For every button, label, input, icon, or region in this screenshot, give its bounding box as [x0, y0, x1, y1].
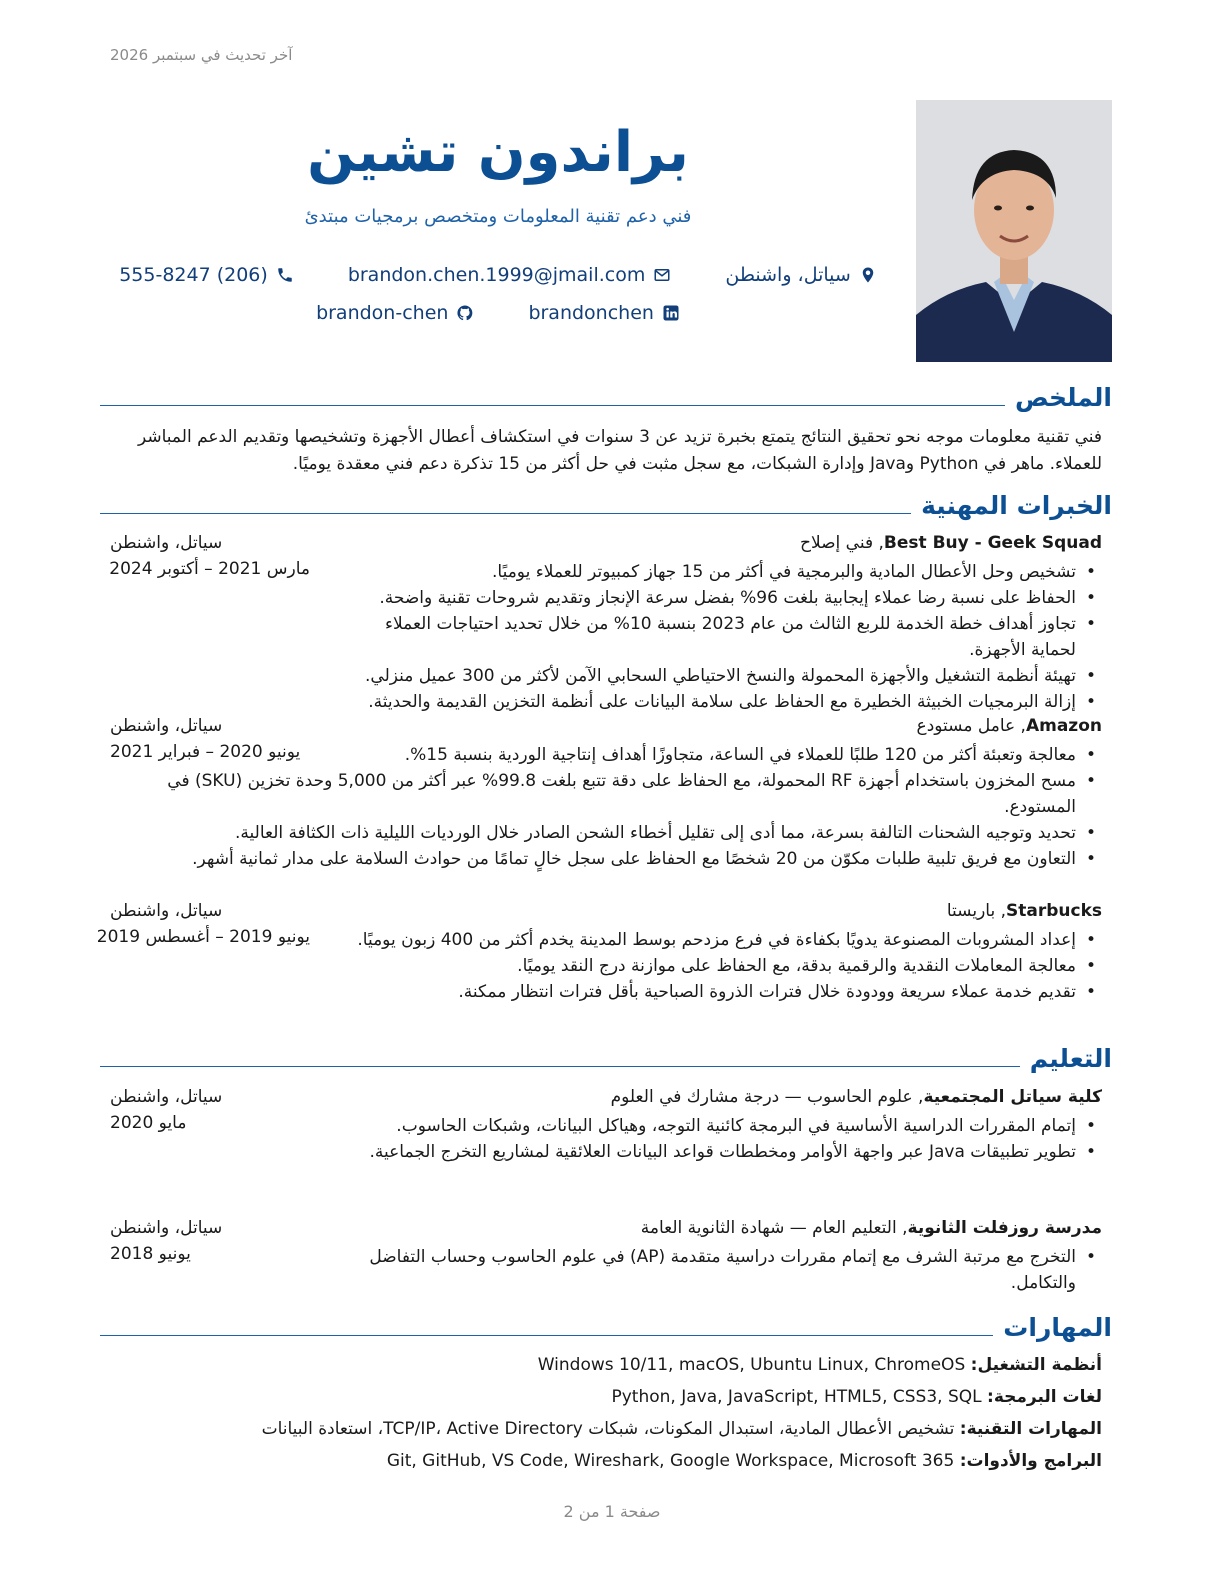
skill-label: أنظمة التشغيل: — [970, 1355, 1102, 1375]
profile-photo — [916, 100, 1112, 362]
candidate-title: فني دعم تقنية المعلومات ومتخصص برمجيات مبتدئ — [304, 206, 692, 227]
experience-entry — [96, 901, 1102, 1005]
section-title: المهارات — [1003, 1313, 1112, 1342]
list-item: • التخرج مع مرتبة الشرف مع إتمام مقررات دراسية متقدمة (AP) في علوم الحاسوب وحساب التفاضل والتكامل. — [350, 1244, 1102, 1296]
section-title: الملخص — [1014, 383, 1112, 412]
skill-label: لغات البرمجة: — [987, 1387, 1102, 1407]
list-item: • إعداد المشروبات المصنوعة يدويًا بكفاءة في فرع مزدحم بوسط المدينة يخدم أكثر من 400 زبون يوميًا. — [350, 927, 1102, 953]
skill-label: المهارات التقنية: — [959, 1419, 1102, 1439]
linkedin-link[interactable]: brandonchen — [528, 302, 654, 324]
list-item: • إتمام المقررات الدراسية الأساسية في البرمجة كائنية التوجه، وهياكل البيانات، وشبكات الحاسوب. — [350, 1113, 1102, 1139]
contact-email[interactable] — [348, 264, 672, 286]
section-divider — [100, 513, 911, 514]
skill-row — [110, 1349, 1102, 1381]
section-experience-heading — [100, 492, 1112, 520]
list-item: • تحديد وتوجيه الشحنات التالفة بسرعة، مما أدى إلى تقليل أخطاء الشحن الصادر خلال الورديات الليلية ذات الكثافة العالية. — [110, 820, 1102, 846]
org-name: Amazon — [1025, 716, 1102, 736]
entry-dates: يونيو 2020 – فبراير 2021 — [110, 742, 301, 762]
list-item: • مسح المخزون باستخدام أجهزة RF المحمولة، مع الحفاظ على دقة تتبع بلغت 99.8% عبر أكثر من 5,000 وحدة تخزين (SKU) في المستودع. — [110, 768, 1102, 820]
phone-text[interactable]: 555-8247 (206) — [119, 264, 268, 286]
skill-row — [110, 1413, 1102, 1445]
section-divider — [100, 1066, 1020, 1067]
skill-label: البرامج والأدوات: — [959, 1451, 1102, 1471]
list-item: • إزالة البرمجيات الخبيثة الخطيرة مع الحفاظ على سلامة البيانات على أنظمة التخزين القديمة والحديثة. — [350, 689, 1102, 715]
envelope-icon — [653, 266, 671, 284]
list-item: • الحفاظ على نسبة رضا عملاء إيجابية بلغت 96% بفضل سرعة الإنجاز وتقديم شروحات تقنية واضحة. — [350, 585, 1102, 611]
list-item: • تهيئة أنظمة التشغيل والأجهزة المحمولة والنسخ الاحتياطي السحابي الآمن لأكثر من 300 عميل منزلي. — [350, 663, 1102, 689]
list-item: • التعاون مع فريق تلبية طلبات مكوّن من 20 شخصًا مع الحفاظ على سجل خالٍ تمامًا من حوادث السلامة على مدار ثمانية أشهر. — [110, 846, 1102, 872]
list-item: • تقديم خدمة عملاء سريعة وودودة خلال فترات الذروة الصباحية بأقل فترات انتظار ممكنة. — [350, 979, 1102, 1005]
entry-location: سياتل، واشنطن — [110, 901, 223, 921]
phone-icon — [276, 266, 294, 284]
contact-github[interactable] — [316, 302, 474, 324]
candidate-name: براندون تشين — [307, 120, 689, 185]
section-title: التعليم — [1029, 1044, 1112, 1073]
github-icon — [456, 304, 474, 322]
skill-value: Python, Java, JavaScript, HTML5, CSS3, SQL — [611, 1387, 982, 1407]
section-title: الخبرات المهنية — [921, 491, 1112, 520]
school-name: كلية سياتل المجتمعية — [923, 1087, 1102, 1107]
degree-title: , علوم الحاسوب — درجة مشارك في العلوم — [610, 1087, 924, 1107]
section-divider — [100, 405, 1005, 406]
list-item: • تطوير تطبيقات Java عبر واجهة الأوامر ومخططات قواعد البيانات العلائقية لمشاريع التخرج الجماعية. — [350, 1139, 1102, 1165]
entry-dates: يونيو 2018 — [110, 1244, 191, 1264]
email-link[interactable]: brandon.chen.1999@jmail.com — [347, 264, 646, 286]
section-skills-heading — [100, 1314, 1112, 1342]
role-title: , عامل مستودع — [916, 716, 1026, 736]
location-text: سياتل، واشنطن — [725, 264, 851, 286]
section-education-heading — [100, 1045, 1112, 1073]
experience-entry — [110, 716, 1102, 872]
section-summary-heading — [100, 384, 1112, 412]
entry-location: سياتل، واشنطن — [110, 533, 223, 553]
page-number: صفحة 1 من 2 — [563, 1502, 661, 1521]
education-entry — [110, 1218, 1102, 1296]
entry-dates: مايو 2020 — [110, 1113, 187, 1133]
education-entry — [110, 1087, 1102, 1165]
skills-list — [110, 1349, 1102, 1477]
skill-value: Git, GitHub, VS Code, Wireshark, Google Workspace, Microsoft 365 — [386, 1451, 955, 1471]
entry-dates: يونيو 2019 – أغسطس 2019 — [96, 927, 310, 947]
list-item: • معالجة المعاملات النقدية والرقمية بدقة، مع الحفاظ على موازنة درج النقد يوميًا. — [350, 953, 1102, 979]
map-pin-icon — [859, 266, 877, 284]
skill-row — [110, 1445, 1102, 1477]
list-item: • معالجة وتعبئة أكثر من 120 طلبًا للعملاء في الساعة، متجاوزًا أهداف إنتاجية الوردية بنسبة 15%. — [350, 742, 1102, 768]
entry-location: سياتل، واشنطن — [110, 716, 223, 736]
skill-value: Windows 10/11, macOS, Ubuntu Linux, ChromeOS — [537, 1355, 966, 1375]
experience-entry — [110, 533, 1102, 715]
org-name: Best Buy - Geek Squad — [883, 533, 1102, 553]
school-name: مدرسة روزفلت الثانوية — [907, 1218, 1102, 1238]
last-updated: آخر تحديث في سبتمبر 2026 — [110, 46, 293, 64]
contact-row-primary — [100, 264, 896, 286]
skill-row — [110, 1381, 1102, 1413]
role-title: , باريستا — [946, 901, 1006, 921]
list-item: • تجاوز أهداف خطة الخدمة للربع الثالث من عام 2023 بنسبة 10% من خلال تحديد احتياجات العملاء لحماية الأجهزة. — [350, 611, 1102, 663]
degree-title: , التعليم العام — شهادة الثانوية العامة — [640, 1218, 908, 1238]
contact-location — [725, 264, 876, 286]
summary-text: فني تقنية معلومات موجه نحو تحقيق النتائج يتمتع بخبرة تزيد عن 3 سنوات في استكشاف أعطال الأجهزة وتشخيصها وتقديم الدعم المباشر للعملاء. ماهر في Python وJava وإدارة الشبكات، مع سجل مثبت في حل أكثر من 15 تذكرة دعم فني معقدة يوميًا. — [138, 427, 1102, 474]
contact-row-secondary — [100, 302, 896, 324]
contact-linkedin[interactable] — [528, 302, 680, 324]
role-title: , فني إصلاح — [800, 533, 884, 553]
contact-phone[interactable] — [119, 264, 294, 286]
entry-location: سياتل، واشنطن — [110, 1218, 223, 1238]
skill-value: تشخيص الأعطال المادية، استبدال المكونات، شبكات TCP/IP، Active Directory، استعادة البيانات — [261, 1419, 955, 1439]
entry-location: سياتل، واشنطن — [110, 1087, 223, 1107]
linkedin-icon — [662, 304, 680, 322]
list-item: • تشخيص وحل الأعطال المادية والبرمجية في أكثر من 15 جهاز كمبيوتر للعملاء يوميًا. — [350, 559, 1102, 585]
org-name: Starbucks — [1006, 901, 1102, 921]
entry-dates: مارس 2021 – أكتوبر 2024 — [109, 559, 310, 579]
github-link[interactable]: brandon-chen — [316, 302, 449, 324]
section-divider — [100, 1335, 993, 1336]
